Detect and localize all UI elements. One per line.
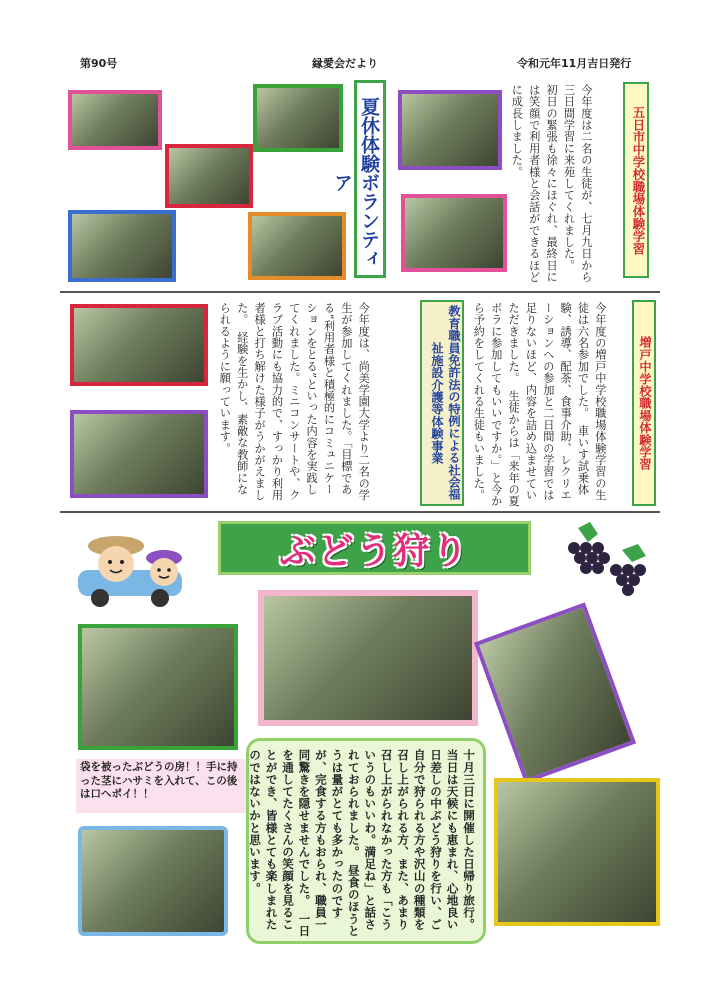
photo-section1-b xyxy=(401,194,507,272)
photo-club xyxy=(70,410,208,498)
grape-body: 十月三日に開催した日帰り旅行。当日は天候にも恵まれ、心地良い日差しの中ぶどう狩りを行い、ご自分で狩られる方や沢山の種類を召し上がられる方、また、あまり召し上がられなかった方も「こういうのもいいわ。満足ね」と話されておられました。 昼食のほうとうは量がとても多かったのですが、完食する方もおられ、職員一同驚きを隠せませんでした。 一日を通してたくさんの笑顔を見ることができ、皆様とても楽しまれたのではないかと思います。 xyxy=(248,749,476,937)
photo-volunteer-2 xyxy=(248,212,346,280)
photo-kitchen xyxy=(68,210,176,282)
section2-body: 今年度の増戸中学校職場体験学習の生徒は六名参加でした。 車いす試乗体験、誘導、配茶、食事介助、レクリエーションへの参加と二日間の学習では足りないほど、内容を詰め込ませていただきました。 生徒からは「来年の夏ボラに参加してもいいですか。」と今から予約をしてくれる生徒もいました。 xyxy=(472,302,607,507)
photo-wheelchair xyxy=(68,90,162,150)
section3-title: 教育職員免許法の特例による社会福祉施設介護等体験事業 xyxy=(420,300,464,506)
section1-title: 五日市中学校職場体験学習 xyxy=(623,82,649,278)
photo-lunch-group xyxy=(78,826,228,936)
divider-top xyxy=(60,291,660,293)
photo-grape-tilted xyxy=(474,602,636,783)
photo-grape-picking xyxy=(78,624,238,750)
issue-date: 令和元年11月吉日発行 xyxy=(517,57,632,70)
divider-middle xyxy=(60,511,660,513)
grape-banner-text: ぶどう狩り xyxy=(279,530,470,572)
section3-body: 今年度は、尚美学園大学より二名の学生が参加してくれました。「目標である”利用者様と積極的にコミュニケーションをとる”といった内容を実践してくれました。ミニコンサートや、クラブ活動にも協力的で、すっかり利用者様と打ち解けた様子がうかがえました。 経験を生かし、素敵な教師になられるように願っています。 xyxy=(218,302,371,501)
section2-title: 増戸中学校職場体験学習 xyxy=(632,300,656,506)
mascot-car-icon xyxy=(70,518,196,610)
photo-volunteer-1 xyxy=(253,84,343,152)
photo-dining xyxy=(165,144,253,208)
grape-caption: 袋を被ったぶどうの房！！手に持った茎にハサミを入れて、この後は口へポイ！！ xyxy=(76,759,246,813)
photo-section1-a xyxy=(398,90,502,170)
photo-group xyxy=(258,590,478,726)
issue-number: 第90号 xyxy=(80,57,118,70)
grapes-icon xyxy=(560,520,660,600)
photo-concert xyxy=(70,304,208,386)
grape-banner xyxy=(218,521,531,575)
photo-hoto-lunch xyxy=(494,778,660,926)
grape-article-box xyxy=(246,738,486,944)
section1-body: 今年度は二名の生徒が、七月九日から三日間学習に来苑してくれました。 初日の緊張も徐々にほぐれ、最終日には笑顔で利用者様と会話ができるほどに成長しました。 xyxy=(510,84,593,283)
volunteer-title: 夏休体験ボランティア xyxy=(354,80,386,278)
newsletter-title: 縁愛会だより xyxy=(312,57,378,70)
